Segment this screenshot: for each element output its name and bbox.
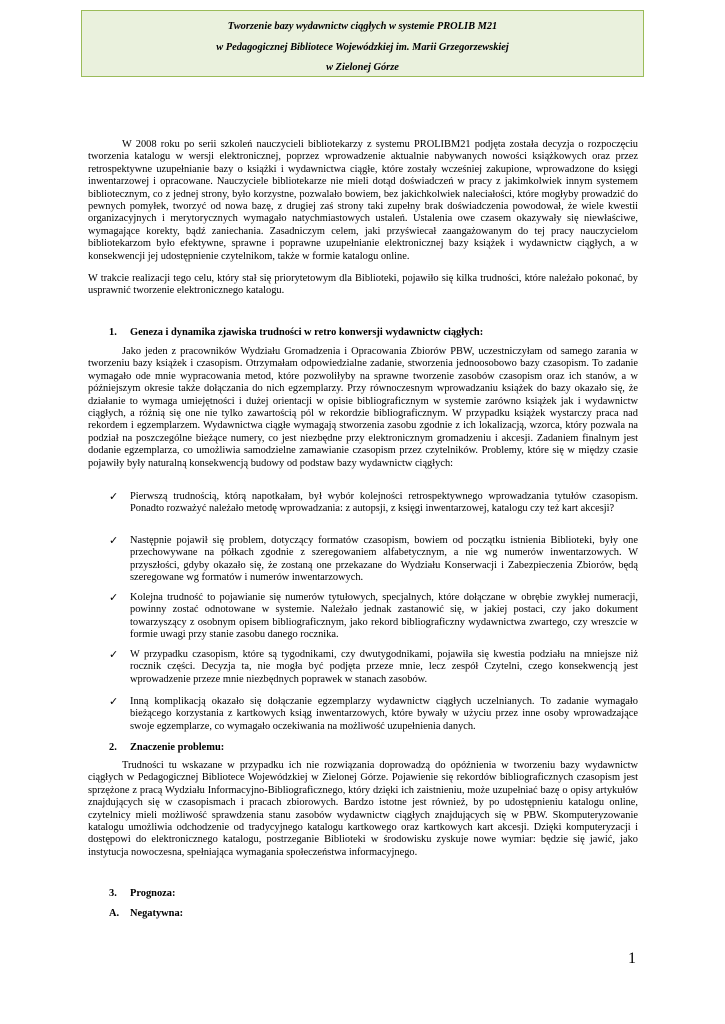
section-3-title: Prognoza:	[130, 888, 176, 899]
subsection-a-title: Negatywna:	[130, 908, 184, 919]
intro-paragraph-2	[88, 273, 638, 298]
checkmark-icon: ✓	[109, 592, 119, 604]
list-item	[109, 592, 638, 642]
title-line-1: Tworzenie bazy wydawnictw ciągłych w systemie PROLIB M21	[227, 21, 498, 32]
list-item-text: Pierwszą trudnością, którą napotkałam, był wybór kolejności retrospektywnego wprowadzania tytułów czasopism. Ponadto rozważyć należało metodę wprowadzania: z autopsji, z księgi inwentarzowej, katalogu czy też kart akcesji?	[130, 491, 638, 515]
subsection-a-heading	[109, 908, 183, 920]
intro-paragraph-1	[88, 139, 638, 263]
checkmark-icon: ✓	[109, 649, 119, 661]
subsection-a-number: A.	[109, 908, 120, 919]
list-item-text: W przypadku czasopism, które są tygodnikami, czy dwutygodnikami, pojawiła się kwestia podziału na mniejsze niż rocznik części. Decyzja ta, nie mogła być podjęta przeze mnie, lecz zespół Czytelni, czego konsekwencją jest wprowadzenie przeze mnie niezbędnych poprawek w stanach zasobów.	[130, 649, 638, 685]
list-item-text: Inną komplikacją okazało się dołączanie egzemplarzy wydawnictw ciągłych uczelnianych. To zadanie wymagało bieżącego korzystania z kartkowych ksiąg inwentarzowych, które bywały w użyciu przez inne osoby wprowadzające swoje egzemplarze, co wymagało oczekiwania na możliwość uzupełnienia danych.	[130, 696, 638, 732]
list-item-text: Następnie pojawił się problem, dotyczący formatów czasopism, bowiem od początku istnienia Biblioteki, były one przechowywane na półkach zgodnie z szeregowaniem alfabetycznym, a nie wg numerów inwentarzowych. W przyszłości, gdyby okazało się, że zostaną one przekazane do Wydziału Konserwacji i Zabezpieczenia Zbiorów, będą szeregowane wg formatów i numerów inwentarzowych.	[130, 535, 638, 584]
section-3-heading	[109, 888, 175, 900]
section-1-heading	[109, 327, 483, 339]
list-item	[109, 535, 638, 585]
section-2-number: 2.	[109, 742, 117, 753]
document-title-box	[81, 10, 644, 77]
list-item	[109, 491, 638, 516]
section-3-number: 3.	[109, 888, 117, 899]
title-line-3: w Zielonej Górze	[326, 62, 399, 73]
section-2-heading	[109, 742, 224, 754]
section-1-number: 1.	[109, 327, 117, 338]
section-1-title: Geneza i dynamika zjawiska trudności w retro konwersji wydawnictw ciągłych:	[130, 327, 484, 338]
page-number: 1	[628, 950, 636, 967]
checkmark-icon: ✓	[109, 696, 119, 708]
checkmark-icon: ✓	[109, 491, 119, 503]
list-item-text: Kolejna trudność to pojawianie się numerów tytułowych, specjalnych, które dołączane w obrębie zwykłej numeracji, powinny zostać odnotowane w systemie. Należało jednak zastanowić się, w jakiej postaci, czy jako dokument towarzyszący z osobnym opisem bibliograficznym, jako rekord bibliograficzny wydawnictwa zwartego, czy wreszcie w formie uwagi przy stanie zasobu danego rocznika.	[130, 592, 638, 641]
checkmark-icon: ✓	[109, 535, 119, 547]
section-1-paragraph-text: Jako jeden z pracowników Wydziału Gromadzenia i Opracowania Zbiorów PBW, uczestniczyłam od samego zarania w tworzeniu bazy książek i czasopism. Otrzymałam odpowiedzialne zadanie, stworzenia jednoosobowo bazy czasopism. To zadanie wymagało ode mnie wypracowania metod, które pozwoliłyby na sprawne tworzenie zasobów czasopism oraz ich stanów, a w późniejszym okresie także dołączania do nich egzemplarzy. Przy równoczesnym wprowadzaniu książek do bazy okazało się, że działanie to wymaga umiejętności i dużej orientacji w opisie bibliograficznym w systemie zarówno książek jak i wydawnictw ciągłych, a różnią się one nie tylko zawartością pól w rekordzie bibliograficznym. W przypadku książek wystarczy praca nad rekordem i egzemplarzem. Wydawnictwa ciągłe wymagają stworzenia zasobu zgodnie z ich lokalizacją, wzorca, który pozwala na podział na poszczególne bieżące numery, co jest niezbędne przy elektronicznym gromadzeniu i akcesji. Zadaniem finalnym jest dodanie egzemplarza, co umożliwia samodzielne zamawianie czasopism przez czytelników. Problemy, które się w między czasie pojawiły były naturalną konsekwencją budowy od podstaw bazy wydawnictw ciągłych:	[88, 346, 638, 469]
list-item	[109, 696, 638, 733]
section-2-paragraph-text: Trudności tu wskazane w przypadku ich nie rozwiązania doprowadzą do opóźnienia w tworzeniu bazy wydawnictw ciągłych w Pedagogicznej Bibliotece Wojewódzkiej w Zielonej Górze. Pojawienie się rekordów bibliograficznych czasopism jest sprzężone z pracą Wydziału Informacyjno-Bibliograficznego, który dzięki ich zaistnieniu, może uzupełniać bazę o opisy artykułów znajdujących się w czasopismach i pracach zbiorowych. Bardzo istotne jest również, by po udostępnieniu katalogu online, czytelnicy mieli możliwość sprawdzenia stanu zasobów wydawnictw ciągłych znajdujących się w PBW. Skomputeryzowanie katalogu umożliwia odchodzenie od tradycyjnego katalogu kartkowego oraz kartkowych kart akcesji. Dzięki komputeryzacji i dostępowi do elektronicznego katalogu, postrzeganie Biblioteki w środowisku zyskuje nowe wymiar: będzie się jawić, jako instytucja nowoczesna, spełniająca wymagania społeczeństwa informacyjnego.	[88, 760, 638, 858]
section-2-paragraph	[88, 760, 638, 859]
section-1-paragraph	[88, 346, 638, 470]
intro-paragraph-1-text: W 2008 roku po serii szkoleń nauczycieli bibliotekarzy z systemu PROLIBM21 podjęta została decyzja o rozpoczęciu tworzenia katalogu w wersji elektronicznej, poprzez wprowadzenie aktualnie nabywanych nowości książkowych oraz przez retrospektywne uzupełnianie bazy o książki i wydawnictwa ciągłe, które zostały wcześniej zakupione, wprowadzone do księgi inwentarzowej i opracowane. Nauczyciele bibliotekarze nie mieli dotąd doświadczeń w pracy z jakimkolwiek innym systemem bibliotecznym, co z jednej strony, było korzystne, pozwalało bowiem, bez jakichkolwiek naleciałości, które mogłyby prowadzić do pewnych pomyłek, tworzyć od nowa bazę, z drugiej zaś strony taki zupełny brak doświadczenia powodował, że wiele kwestii organizacyjnych i merytorycznych wymagało natychmiastowych ustaleń. Ustalenia owe czasem okazywały się niewłaściwe, wymagające korekty, bądź zaniechania. Zasadniczym celem, jaki przyświecał zaangażowanym do tej pracy nauczycielom bibliotekarzom było efektywne, sprawne i poprawne uzupełnianie elektronicznej bazy książek i wydawnictw ciągłych, a w konsekwencji jej udostępnienie czytelnikom, także w formie katalogu online.	[88, 139, 638, 262]
section-2-title: Znaczenie problemu:	[130, 742, 225, 753]
list-item	[109, 649, 638, 686]
title-line-2: w Pedagogicznej Bibliotece Wojewódzkiej im. Marii Grzegorzewskiej	[216, 41, 509, 53]
intro-paragraph-2-text: W trakcie realizacji tego celu, który stał się priorytetowym dla Biblioteki, pojawiło się kilka trudności, które należało pokonać, by usprawnić tworzenie elektronicznego katalogu.	[88, 273, 638, 297]
